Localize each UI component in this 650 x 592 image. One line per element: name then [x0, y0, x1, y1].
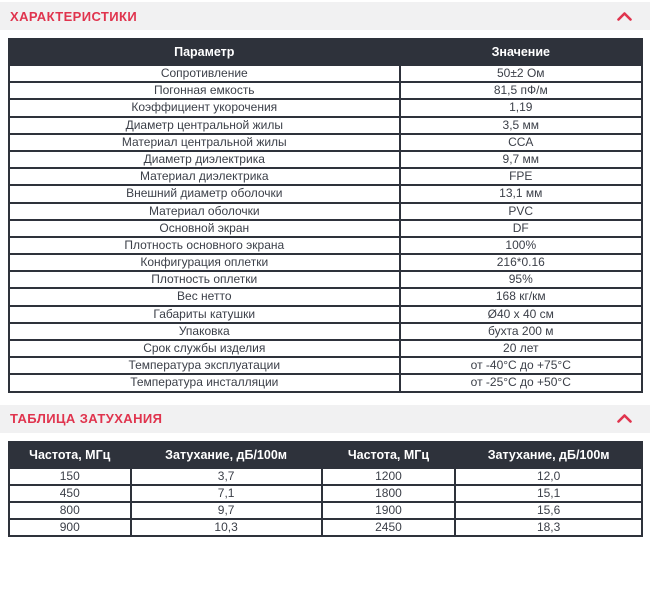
table-row: [9, 99, 642, 116]
value-cell: бухта 200 м: [400, 323, 642, 340]
value-cell: 50±2 Ом: [400, 65, 642, 82]
frequency-cell: 1900: [322, 502, 456, 519]
frequency-cell: 1200: [322, 468, 456, 485]
column-header-attenuation-2: Затухание, дБ/100м: [455, 442, 642, 468]
table-row: [9, 271, 642, 288]
parameter-cell: Внешний диаметр оболочки: [9, 185, 400, 202]
value-cell: 100%: [400, 237, 642, 254]
attenuation-cell: 12,0: [455, 468, 642, 485]
table-row: [9, 254, 642, 271]
attenuation-header-row: [9, 442, 642, 468]
attenuation-cell: 3,7: [131, 468, 322, 485]
table-row: [9, 502, 642, 519]
value-cell: CCA: [400, 134, 642, 151]
attenuation-cell: 9,7: [131, 502, 322, 519]
attenuation-section-header[interactable]: [0, 405, 650, 433]
table-row: [9, 151, 642, 168]
value-cell: от -40°С до +75°С: [400, 357, 642, 374]
attenuation-cell: 7,1: [131, 485, 322, 502]
parameter-cell: Температура эксплуатации: [9, 357, 400, 374]
table-row: [9, 185, 642, 202]
parameter-cell: Плотность оплетки: [9, 271, 400, 288]
frequency-cell: 1800: [322, 485, 456, 502]
frequency-cell: 900: [9, 519, 131, 536]
parameter-cell: Материал оболочки: [9, 203, 400, 220]
table-row: [9, 485, 642, 502]
table-row: [9, 519, 642, 536]
product-specs-page: [0, 2, 650, 537]
table-row: [9, 468, 642, 485]
frequency-cell: 450: [9, 485, 131, 502]
table-row: [9, 323, 642, 340]
parameter-cell: Конфигурация оплетки: [9, 254, 400, 271]
attenuation-cell: 15,1: [455, 485, 642, 502]
column-header-attenuation-1: Затухание, дБ/100м: [131, 442, 322, 468]
attenuation-section-title: ТАБЛИЦА ЗАТУХАНИЯ: [10, 411, 163, 427]
value-cell: Ø40 х 40 см: [400, 306, 642, 323]
attenuation-cell: 15,6: [455, 502, 642, 519]
attenuation-table: [8, 441, 643, 538]
frequency-cell: 150: [9, 468, 131, 485]
table-row: [9, 306, 642, 323]
table-row: [9, 374, 642, 391]
parameter-cell: Основной экран: [9, 220, 400, 237]
frequency-cell: 2450: [322, 519, 456, 536]
table-row: [9, 117, 642, 134]
table-row: [9, 203, 642, 220]
table-row: [9, 237, 642, 254]
table-row: [9, 288, 642, 305]
characteristics-header-row: [9, 39, 642, 65]
chevron-up-icon[interactable]: [617, 414, 632, 423]
characteristics-table: [8, 38, 643, 393]
value-cell: от -25°С до +50°С: [400, 374, 642, 391]
value-cell: 95%: [400, 271, 642, 288]
table-row: [9, 357, 642, 374]
parameter-cell: Вес нетто: [9, 288, 400, 305]
column-header-frequency-2: Частота, МГц: [322, 442, 456, 468]
frequency-cell: 800: [9, 502, 131, 519]
value-cell: 20 лет: [400, 340, 642, 357]
value-cell: 1,19: [400, 99, 642, 116]
characteristics-section-title: ХАРАКТЕРИСТИКИ: [10, 8, 138, 24]
column-header-value: Значение: [400, 39, 642, 65]
parameter-cell: Диаметр центральной жилы: [9, 117, 400, 134]
parameter-cell: Материал центральной жилы: [9, 134, 400, 151]
value-cell: FPE: [400, 168, 642, 185]
value-cell: DF: [400, 220, 642, 237]
parameter-cell: Плотность основного экрана: [9, 237, 400, 254]
value-cell: 216*0.16: [400, 254, 642, 271]
parameter-cell: Температура инсталляции: [9, 374, 400, 391]
parameter-cell: Погонная емкость: [9, 82, 400, 99]
parameter-cell: Срок службы изделия: [9, 340, 400, 357]
table-row: [9, 168, 642, 185]
attenuation-cell: 10,3: [131, 519, 322, 536]
parameter-cell: Сопротивление: [9, 65, 400, 82]
chevron-up-icon[interactable]: [617, 12, 632, 21]
parameter-cell: Материал диэлектрика: [9, 168, 400, 185]
value-cell: 9,7 мм: [400, 151, 642, 168]
table-row: [9, 82, 642, 99]
table-row: [9, 65, 642, 82]
value-cell: 13,1 мм: [400, 185, 642, 202]
value-cell: 3,5 мм: [400, 117, 642, 134]
table-row: [9, 340, 642, 357]
column-header-parameter: Параметр: [9, 39, 400, 65]
column-header-frequency-1: Частота, МГц: [9, 442, 131, 468]
parameter-cell: Габариты катушки: [9, 306, 400, 323]
parameter-cell: Диаметр диэлектрика: [9, 151, 400, 168]
table-row: [9, 220, 642, 237]
parameter-cell: Упаковка: [9, 323, 400, 340]
parameter-cell: Коэффициент укорочения: [9, 99, 400, 116]
value-cell: 168 кг/км: [400, 288, 642, 305]
characteristics-section-header[interactable]: [0, 2, 650, 30]
value-cell: 81,5 пФ/м: [400, 82, 642, 99]
value-cell: PVC: [400, 203, 642, 220]
attenuation-cell: 18,3: [455, 519, 642, 536]
table-row: [9, 134, 642, 151]
